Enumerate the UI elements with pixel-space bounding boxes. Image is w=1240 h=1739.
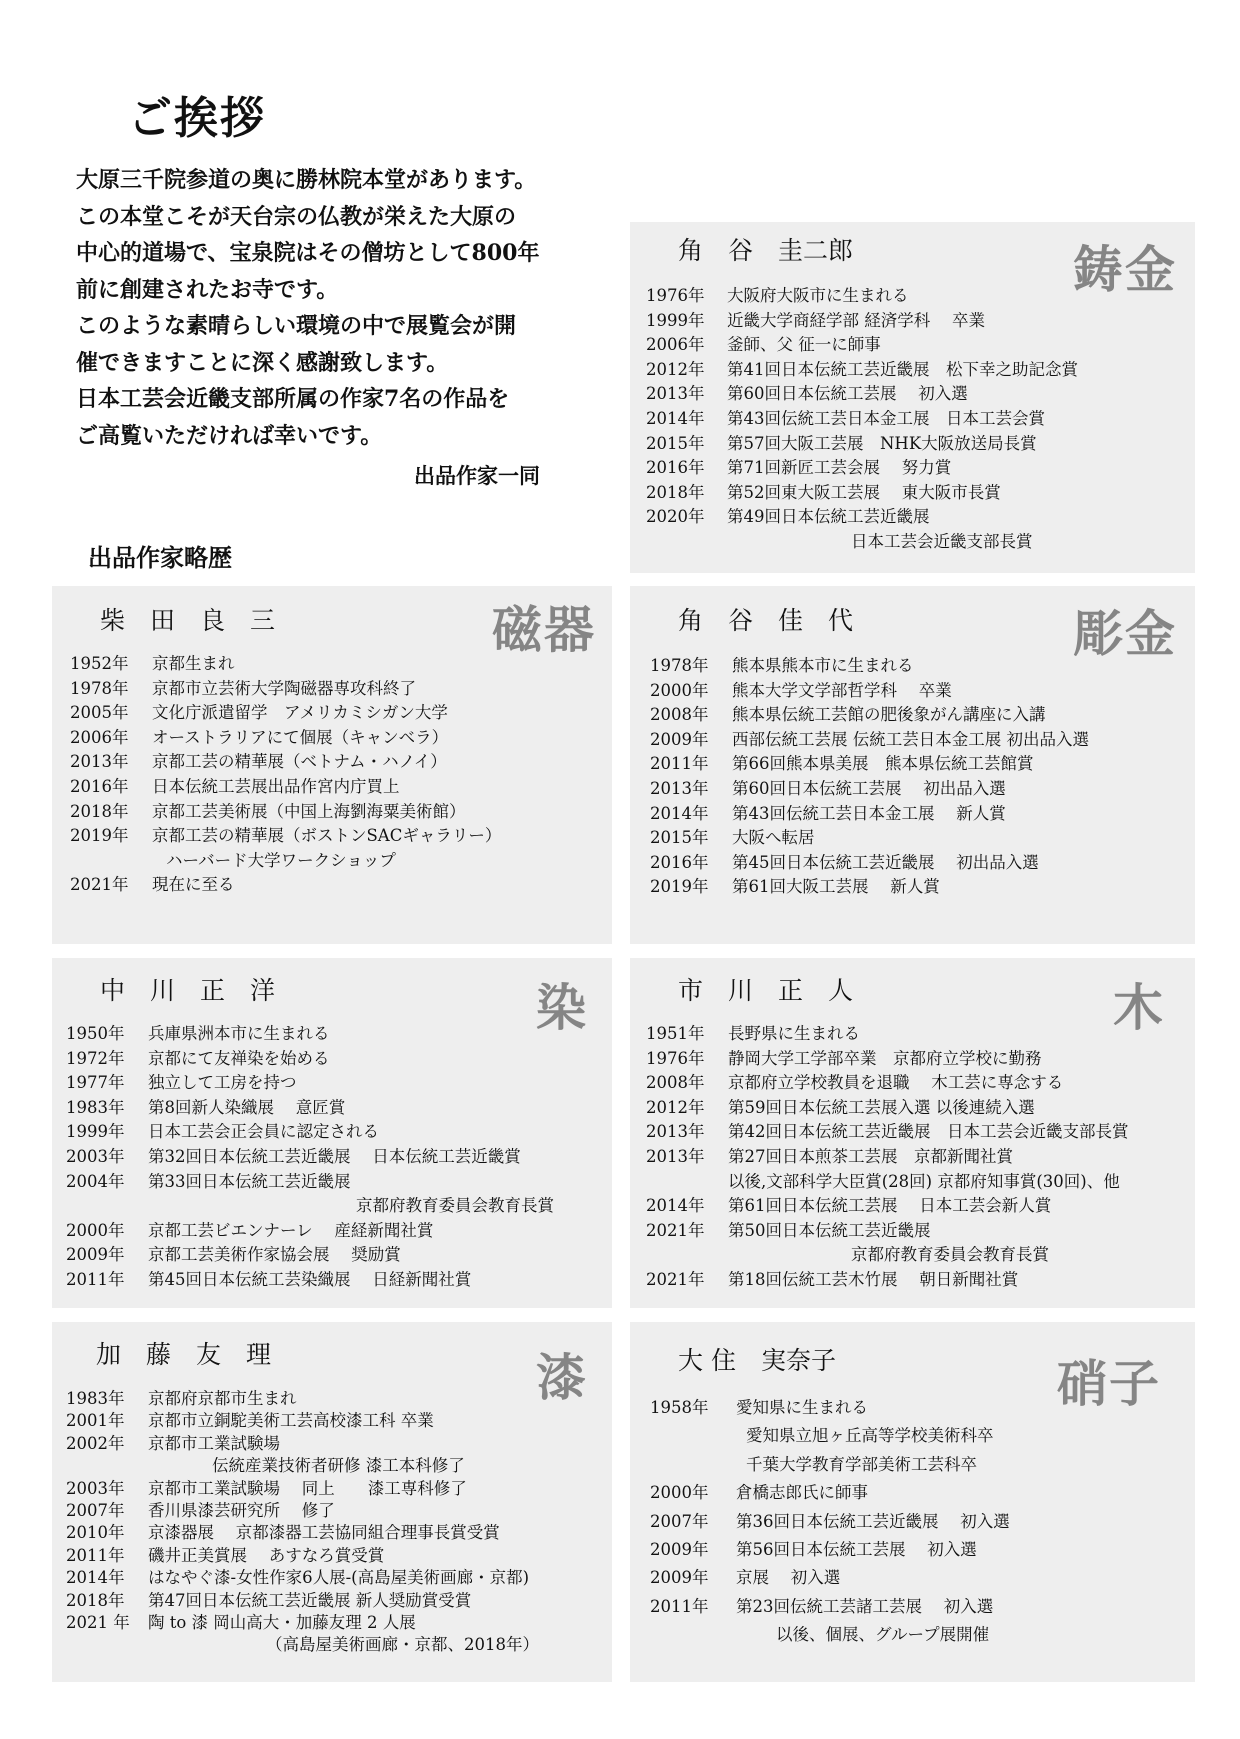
career-text: 第66回熊本県美展 熊本県伝統工芸館賞 [732, 754, 1034, 774]
career-entry [650, 851, 1089, 876]
career-year [70, 849, 166, 874]
career-entry [650, 875, 1089, 900]
career-text: 第60回日本伝統工芸展 初出品入選 [732, 778, 1006, 798]
career-entry [646, 481, 1078, 506]
artist-name: 中 川 正 洋 [100, 976, 276, 1005]
career-year: 1983年 [66, 1389, 125, 1408]
career-year: 2001年 [66, 1411, 125, 1431]
career-entry [650, 1508, 1010, 1536]
career-entry [70, 701, 501, 726]
career-year: 1958年 [650, 1398, 709, 1417]
career-year: 2013年 [70, 752, 129, 772]
career-entry [66, 1120, 554, 1145]
career-year [66, 1455, 212, 1477]
artist-card-chasing [630, 586, 1195, 944]
artist-name: 加 藤 友 理 [96, 1340, 272, 1369]
career-text: 京都市立銅駝美術工芸高校漆工科 卒業 [148, 1411, 434, 1431]
career-year: 2012年 [646, 359, 705, 379]
career-text: 京展 初入選 [736, 1568, 841, 1588]
career-entry [70, 775, 501, 800]
career-text: 熊本県伝統工芸館の肥後象がん講座に入講 [732, 705, 1046, 725]
career-text: 第18回伝統工芸木竹展 朝日新聞社賞 [728, 1269, 1019, 1289]
career-entry [650, 703, 1089, 728]
career-text: 京都工芸の精華展（ベトナム・ハノイ） [152, 752, 447, 772]
career-entry [646, 309, 1078, 334]
career-entry [650, 1394, 1010, 1422]
career-year: 1983年 [66, 1097, 125, 1117]
career-text: 日本工芸会正会員に認定される [148, 1122, 379, 1142]
career-entry [66, 1410, 539, 1432]
artist-name: 柴 田 良 三 [100, 606, 276, 635]
career-text: 西部伝統工芸展 伝統工芸日本金工展 初出品入選 [732, 729, 1089, 749]
artist-name: 市 川 正 人 [678, 976, 854, 1005]
career-year: 2021 年 [66, 1613, 130, 1633]
career-year: 2016年 [70, 776, 129, 796]
career-text: 第61回日本伝統工芸展 日本工芸会新人賞 [728, 1196, 1052, 1216]
career-entry [70, 800, 501, 825]
career-year: 2008年 [650, 705, 709, 725]
career-year: 2009年 [650, 1568, 709, 1588]
career-entry [66, 1071, 554, 1096]
career-text: 第52回東大阪工芸展 東大阪市長賞 [727, 482, 1001, 502]
career-year [646, 530, 851, 555]
craft-label: 磁器 [492, 600, 596, 659]
career-entry [646, 432, 1078, 457]
career-year: 2021年 [646, 1220, 705, 1240]
career-year: 1977年 [66, 1073, 125, 1093]
career-text: 第43回伝統工芸日本金工展 日本工芸会賞 [727, 408, 1045, 428]
career-text: 第59回日本伝統工芸展入選 以後連続入選 [728, 1097, 1035, 1117]
career-entry [66, 1096, 554, 1121]
craft-label: 彫金 [1073, 604, 1177, 663]
artist-card-glass [630, 1322, 1195, 1682]
career-entry [66, 1500, 539, 1522]
career-list [66, 1388, 539, 1657]
career-year: 2014年 [646, 408, 705, 428]
career-text: 第42回日本伝統工芸近畿展 日本工芸会近畿支部長賞 [728, 1122, 1129, 1142]
career-entry [66, 1478, 539, 1500]
career-year: 2014年 [646, 1196, 705, 1216]
career-year: 2011年 [66, 1545, 125, 1565]
career-year: 1950年 [66, 1024, 125, 1043]
career-entry [650, 777, 1089, 802]
career-entry [650, 1536, 1010, 1564]
career-entry [646, 505, 1078, 530]
career-text: 京都市工業試験場 同上 漆工専科修了 [148, 1478, 467, 1498]
career-text: 磯井正美賞展 あすなろ賞受賞 [148, 1545, 385, 1565]
career-year: 2016年 [650, 852, 709, 872]
career-text: 香川県漆芸研究所 修了 [148, 1501, 335, 1521]
career-entry [646, 1194, 1129, 1219]
career-text: 倉橋志郎氏に師事 [736, 1483, 868, 1503]
career-entry [66, 1590, 539, 1612]
career-year: 2012年 [646, 1097, 705, 1117]
career-year: 1951年 [646, 1024, 705, 1043]
career-year: 2013年 [646, 384, 705, 404]
artist-card-woodwork [630, 958, 1195, 1308]
career-year: 2011年 [66, 1269, 125, 1289]
career-entry [66, 1145, 554, 1170]
career-text: 第60回日本伝統工芸展 初入選 [727, 384, 968, 404]
career-entry [646, 1120, 1129, 1145]
artist-card-casting [630, 222, 1195, 573]
career-year: 2003年 [66, 1146, 125, 1166]
career-year: 2019年 [70, 826, 129, 846]
career-text: 以後、個展、グループ展開催 [776, 1625, 990, 1645]
career-list [70, 652, 501, 898]
career-year [646, 1243, 851, 1268]
career-text: 伝統産業技術者研修 漆工本科修了 [212, 1456, 465, 1476]
career-list [650, 654, 1089, 900]
career-entry [646, 530, 1078, 555]
career-entry [646, 1268, 1129, 1293]
career-entry [646, 333, 1078, 358]
career-text: 愛知県に生まれる [736, 1398, 868, 1417]
career-text: 京都生まれ [152, 654, 235, 673]
greeting-line: 前に創建されたお寺です。 [76, 276, 339, 303]
career-year: 2018年 [70, 801, 129, 821]
career-year [66, 1194, 356, 1219]
career-entry [66, 1433, 539, 1455]
career-year: 1976年 [646, 1048, 705, 1068]
career-text: 大阪府大阪市に生まれる [727, 286, 909, 305]
career-entry [646, 382, 1078, 407]
career-text: 京都工芸の精華展（ボストンSACギャラリー） [152, 826, 502, 846]
career-text: オーストラリアにて個展（キャンベラ） [152, 727, 449, 747]
career-entry [646, 456, 1078, 481]
career-entry [646, 1071, 1129, 1096]
career-entry [70, 726, 501, 751]
career-entry [66, 1545, 539, 1567]
career-year: 2009年 [650, 1540, 709, 1560]
career-text: 京都工芸美術作家協会展 奨励賞 [148, 1245, 401, 1265]
career-text: 第57回大阪工芸展 NHK大阪放送局長賞 [727, 433, 1037, 453]
craft-label: 鋳金 [1073, 240, 1177, 299]
career-entry [646, 1170, 1129, 1195]
career-entry [70, 873, 501, 898]
career-year [650, 1621, 776, 1649]
career-entry [650, 802, 1089, 827]
career-text: 京都市立芸術大学陶磁器専攻科終了 [152, 678, 416, 698]
career-year: 1999年 [646, 310, 705, 330]
career-entry [66, 1612, 539, 1634]
career-year: 2018年 [646, 482, 705, 502]
career-entry [646, 284, 1078, 309]
career-entry [70, 824, 501, 849]
career-year: 2000年 [650, 680, 709, 700]
career-year: 2006年 [646, 335, 705, 355]
career-text: 京都府立学校教員を退職 木工芸に専念する [728, 1073, 1064, 1093]
career-year: 2019年 [650, 877, 709, 897]
career-text: 京都にて友禅染を始める [148, 1048, 330, 1068]
career-text: 近畿大学商経学部 経済学科 卒業 [727, 310, 985, 330]
career-text: 京都市工業試験場 [148, 1433, 280, 1453]
artist-card-lacquer [52, 1322, 612, 1682]
career-year: 2000年 [66, 1220, 125, 1240]
career-list [646, 284, 1078, 555]
greeting-line: ご高覧いただければ幸いです。 [76, 422, 383, 449]
career-entry [66, 1268, 554, 1293]
career-text: 京都工芸ビエンナーレ 産経新聞社賞 [148, 1220, 434, 1240]
craft-label: 染 [536, 978, 588, 1037]
artist-card-dyeing [52, 958, 612, 1308]
career-text: 第23回伝統工芸諸工芸展 初入選 [736, 1596, 994, 1616]
career-entry [66, 1047, 554, 1072]
career-year: 1999年 [66, 1122, 125, 1142]
career-year: 2013年 [646, 1146, 705, 1166]
career-text: 現在に至る [152, 875, 235, 895]
section-title: 出品作家略歴 [88, 543, 232, 572]
career-year: 2021年 [646, 1269, 705, 1289]
career-year: 2006年 [70, 727, 129, 747]
career-year: 1952年 [70, 654, 129, 673]
greeting-line: 中心的道場で、宝泉院はその僧坊として800年 [76, 240, 540, 266]
career-entry [650, 1422, 1010, 1450]
career-text: 独立して工房を持つ [148, 1073, 297, 1093]
career-entry [650, 1564, 1010, 1592]
artist-name: 大 住 実奈子 [678, 1346, 836, 1375]
career-entry [66, 1634, 539, 1656]
artist-name: 角 谷 佳 代 [678, 606, 854, 635]
career-text: 京都府京都市生まれ [148, 1389, 297, 1408]
career-entry [650, 679, 1089, 704]
career-entry [650, 1621, 1010, 1649]
career-text: 以後,文部科学大臣賞(28回) 京都府知事賞(30回)、他 [728, 1171, 1120, 1191]
career-entry [66, 1219, 554, 1244]
career-year: 2014年 [66, 1568, 125, 1588]
career-year: 2002年 [66, 1433, 125, 1453]
career-text: （高島屋美術画廊・京都、2018年） [266, 1635, 539, 1655]
greeting-body [76, 162, 596, 454]
career-text: 第49回日本伝統工芸近畿展 [727, 507, 930, 527]
career-year: 2011年 [650, 1596, 709, 1616]
career-year: 2009年 [650, 729, 709, 749]
career-year: 2008年 [646, 1073, 705, 1093]
career-year: 2011年 [650, 754, 709, 774]
artist-card-porcelain [52, 586, 612, 944]
career-entry [646, 1022, 1129, 1047]
greeting-line: このような素晴らしい環境の中で展覧会が開 [76, 313, 517, 339]
career-text: 愛知県立旭ヶ丘高等学校美術科卒 [746, 1426, 994, 1446]
career-year: 2018年 [66, 1590, 125, 1610]
career-text: 第45回日本伝統工芸染織展 日経新聞社賞 [148, 1269, 472, 1289]
career-entry [66, 1455, 539, 1477]
greeting-line: 大原三千院参道の奥に勝林院本堂があります。 [76, 167, 537, 193]
career-text: 陶 to 漆 岡山高大・加藤友理 2 人展 [148, 1613, 416, 1633]
career-year: 2013年 [650, 778, 709, 798]
greeting-line: 日本工芸会近畿支部所属の作家7名の作品を [76, 386, 510, 412]
career-text: 文化庁派遣留学 アメリカミシガン大学 [152, 703, 448, 723]
career-text: 第36回日本伝統工芸近畿展 初入選 [736, 1511, 1010, 1531]
career-entry [646, 407, 1078, 432]
career-list [646, 1022, 1129, 1293]
career-text: 千葉大学教育学部美術工芸科卒 [746, 1454, 977, 1474]
career-entry [650, 654, 1089, 679]
career-entry [66, 1194, 554, 1219]
career-text: 第41回日本伝統工芸近畿展 松下幸之助記念賞 [727, 359, 1078, 379]
career-entry [646, 1096, 1129, 1121]
career-entry [650, 1593, 1010, 1621]
craft-label: 硝子 [1057, 1354, 1161, 1413]
craft-label: 木 [1113, 978, 1165, 1037]
career-entry [650, 728, 1089, 753]
artist-name: 角 谷 圭二郎 [678, 236, 854, 265]
career-entry [66, 1567, 539, 1589]
career-text: ハーバード大学ワークショップ [166, 850, 396, 870]
career-year: 2015年 [646, 433, 705, 453]
career-year [650, 1422, 746, 1450]
career-year: 2007年 [66, 1501, 125, 1521]
career-year: 2003年 [66, 1478, 125, 1498]
career-year: 1972年 [66, 1048, 125, 1068]
career-entry [650, 826, 1089, 851]
career-year: 2005年 [70, 703, 129, 723]
career-entry [650, 1479, 1010, 1507]
career-text: 京都工芸美術展（中国上海劉海粟美術館） [152, 801, 466, 821]
career-entry [70, 677, 501, 702]
career-text: 第27回日本煎茶工芸展 京都新聞社賞 [728, 1146, 1013, 1166]
greeting-line: 催できますことに深く感謝致します。 [76, 349, 449, 376]
career-year: 1976年 [646, 286, 705, 305]
career-list [66, 1022, 554, 1293]
career-text: 熊本大学文学部哲学科 卒業 [732, 680, 952, 700]
career-text: 日本工芸会近畿支部長賞 [851, 531, 1033, 551]
career-year: 2007年 [650, 1511, 709, 1531]
career-text: 京漆器展 京都漆器工芸協同組合理事長賞受賞 [148, 1523, 500, 1543]
career-text: 日本伝統工芸展出品作宮内庁買上 [152, 776, 400, 796]
career-entry [66, 1388, 539, 1410]
career-year [66, 1634, 266, 1656]
career-text: 京都府教育委員会教育長賞 [356, 1196, 554, 1216]
career-entry [66, 1022, 554, 1047]
career-year: 2020年 [646, 507, 705, 527]
career-text: はなやぐ漆-女性作家6人展-(高島屋美術画廊・京都) [148, 1568, 530, 1588]
career-text: 熊本県熊本市に生まれる [732, 656, 914, 675]
career-entry [66, 1522, 539, 1544]
career-text: 第43回伝統工芸日本金工展 新人賞 [732, 803, 1006, 823]
career-year: 2015年 [650, 828, 709, 848]
career-list [650, 1394, 1010, 1650]
career-year: 2000年 [650, 1483, 709, 1503]
career-year: 1978年 [70, 678, 129, 698]
career-text: 第47回日本伝統工芸近畿展 新人奨励賞受賞 [148, 1590, 472, 1610]
career-year: 2013年 [646, 1122, 705, 1142]
career-text: 第61回大阪工芸展 新人賞 [732, 877, 940, 897]
career-text: 第71回新匠工芸会展 努力賞 [727, 458, 952, 478]
career-entry [70, 652, 501, 677]
career-year: 2014年 [650, 803, 709, 823]
career-year [650, 1451, 746, 1479]
career-entry [66, 1170, 554, 1195]
career-text: 兵庫県洲本市に生まれる [148, 1024, 330, 1043]
career-entry [646, 1219, 1129, 1244]
greeting-line: この本堂こそが天台宗の仏教が栄えた大原の [76, 203, 517, 230]
craft-label: 漆 [536, 1348, 588, 1407]
career-entry [646, 358, 1078, 383]
greeting-title: ご挨拶 [128, 93, 266, 144]
career-entry [70, 750, 501, 775]
career-text: 第33回日本伝統工芸近畿展 [148, 1171, 351, 1191]
career-year: 2009年 [66, 1245, 125, 1265]
career-entry [646, 1243, 1129, 1268]
career-year: 2021年 [70, 875, 129, 895]
career-entry [646, 1047, 1129, 1072]
career-year: 2016年 [646, 458, 705, 478]
career-text: 釜師、父 征一に師事 [727, 335, 881, 355]
career-text: 長野県に生まれる [728, 1024, 860, 1043]
career-entry [646, 1145, 1129, 1170]
career-text: 第8回新人染織展 意匠賞 [148, 1097, 346, 1117]
career-text: 大阪へ転居 [732, 828, 815, 848]
career-entry [66, 1243, 554, 1268]
career-entry [70, 849, 501, 874]
career-year: 2010年 [66, 1523, 125, 1543]
career-text: 京都府教育委員会教育長賞 [851, 1245, 1049, 1265]
career-text: 第32回日本伝統工芸近畿展 日本伝統工芸近畿賞 [148, 1146, 521, 1166]
career-text: 第56回日本伝統工芸展 初入選 [736, 1540, 977, 1560]
career-entry [650, 752, 1089, 777]
career-text: 静岡大学工学部卒業 京都府立学校に勤務 [728, 1048, 1042, 1068]
greeting-signature: 出品作家一同 [414, 463, 540, 488]
career-year [646, 1170, 728, 1195]
career-year: 1978年 [650, 656, 709, 675]
career-text: 第50回日本伝統工芸近畿展 [728, 1220, 931, 1240]
career-text: 第45回日本伝統工芸近畿展 初出品入選 [732, 852, 1039, 872]
career-year: 2004年 [66, 1171, 125, 1191]
career-entry [650, 1451, 1010, 1479]
